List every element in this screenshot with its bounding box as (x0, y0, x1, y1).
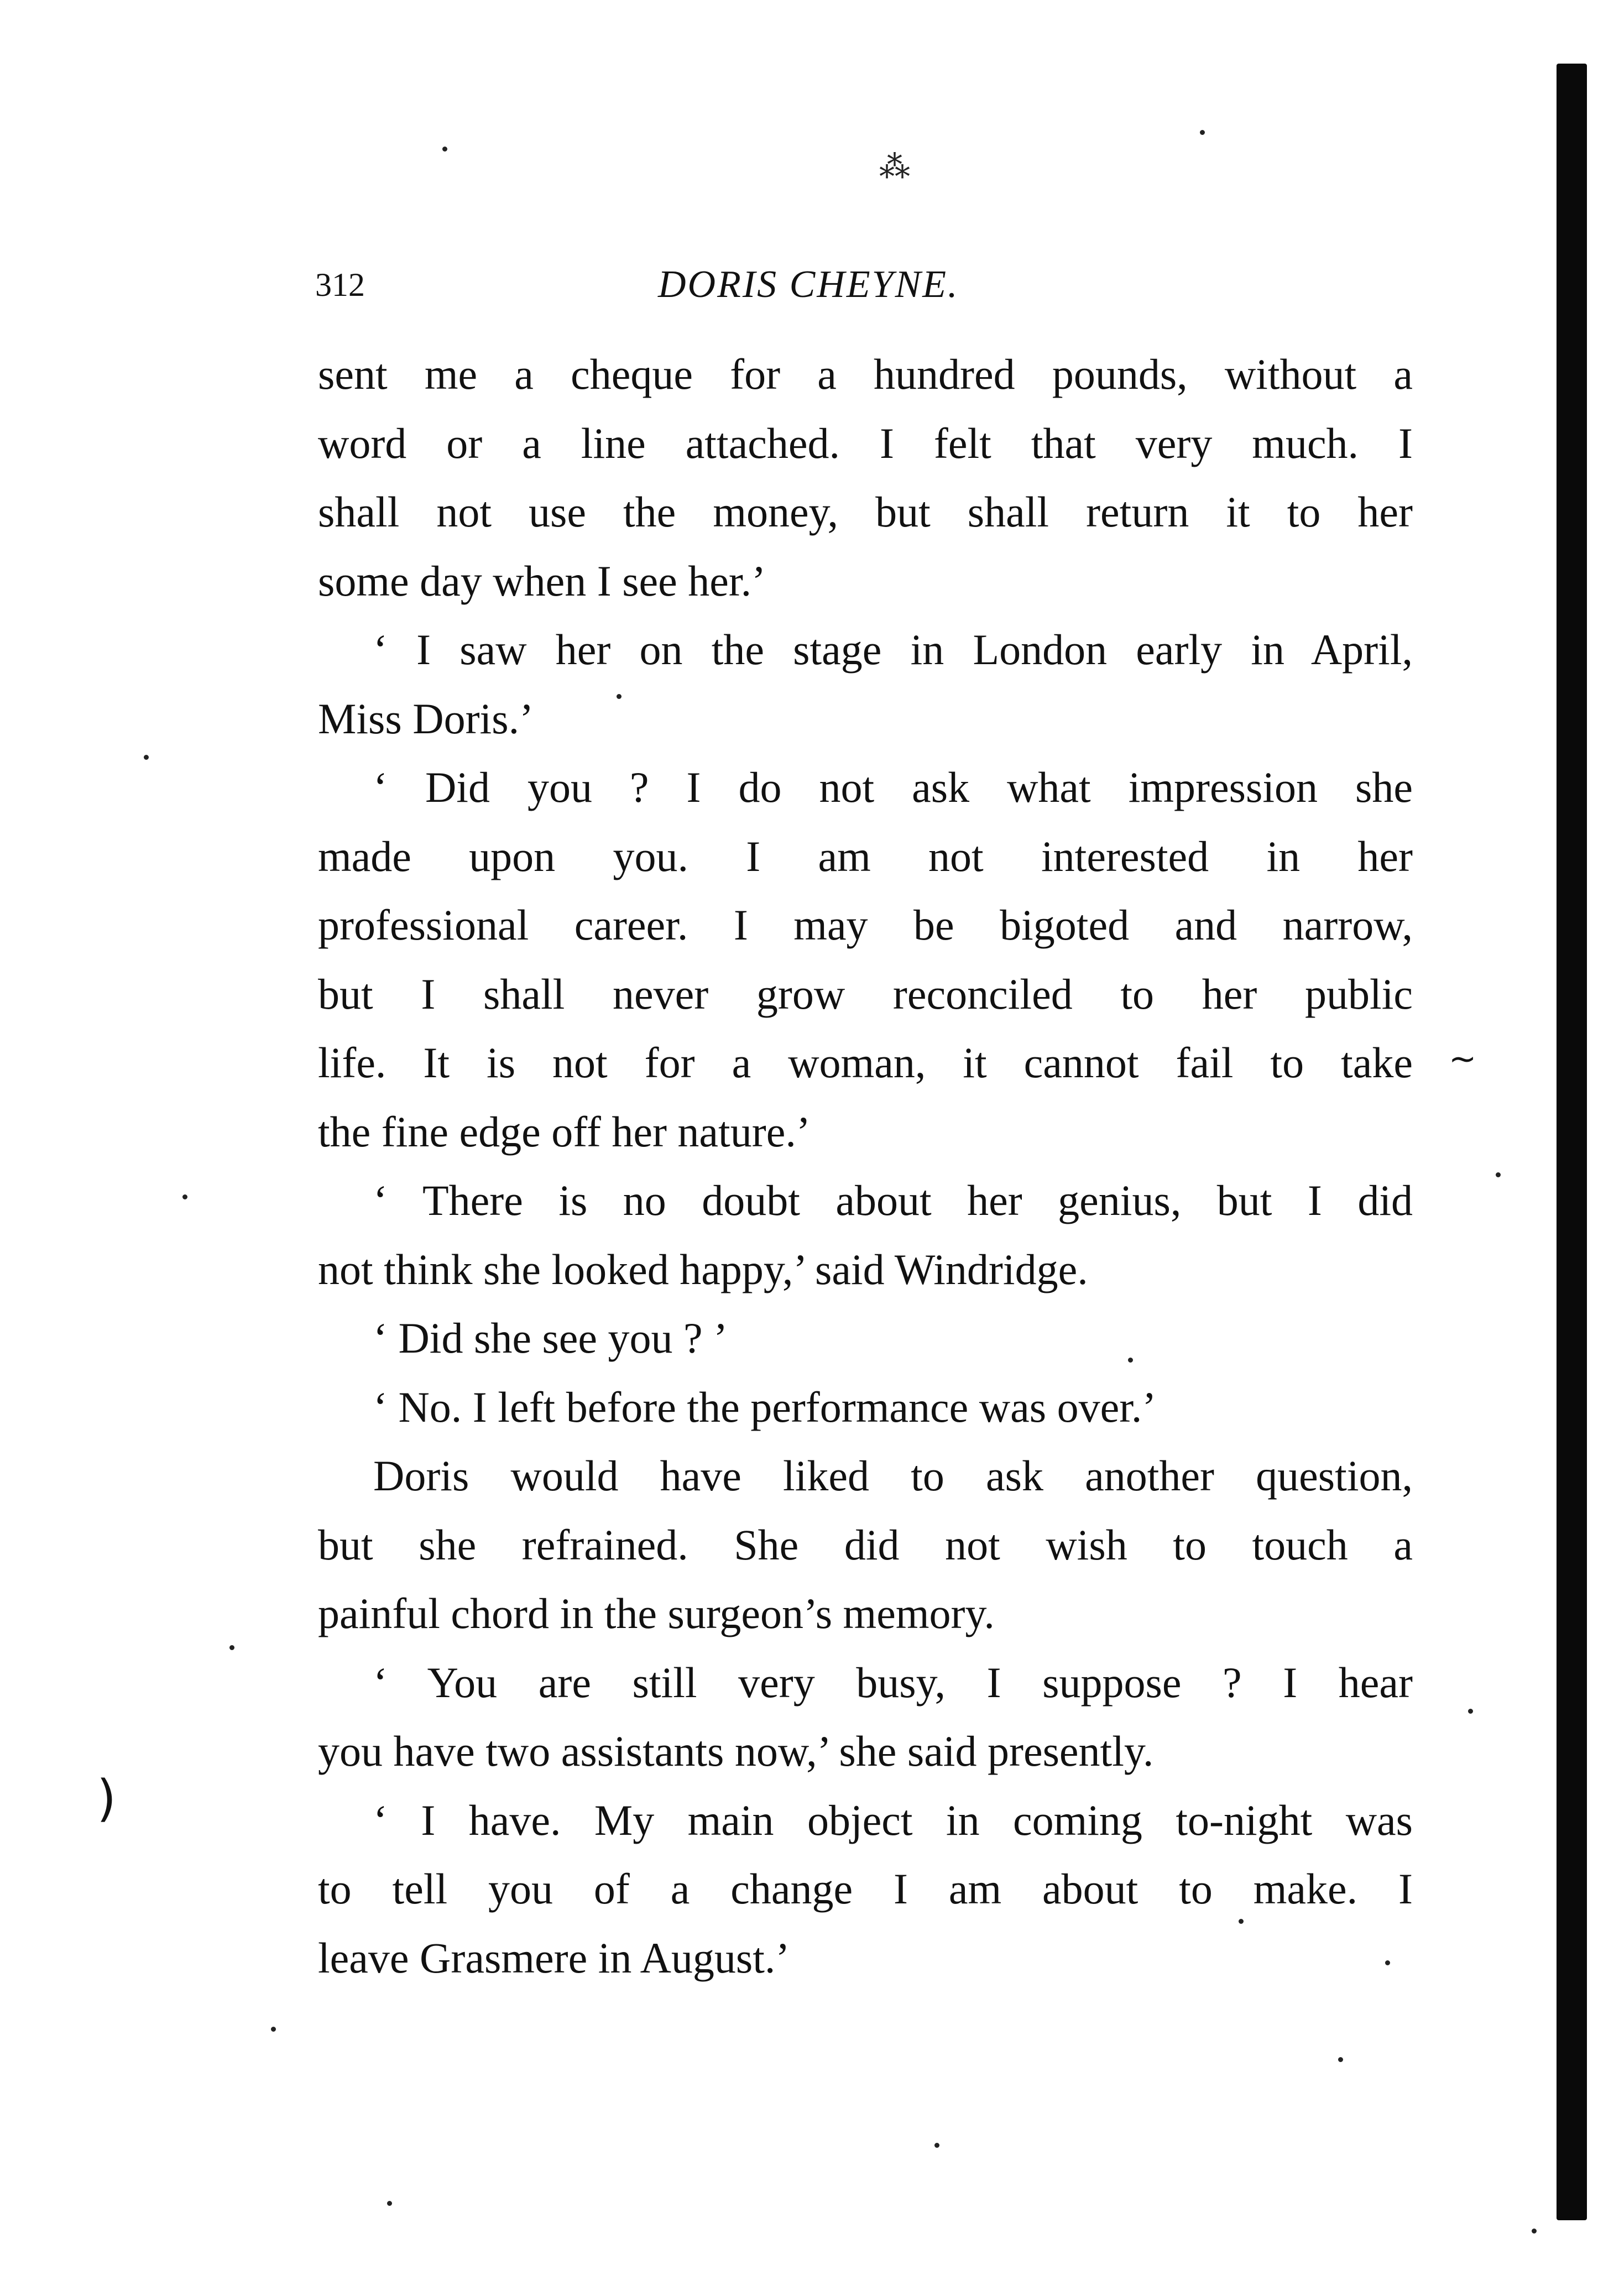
text-line: leave Grasmere in August.’ (318, 1933, 790, 1982)
speck (271, 2027, 276, 2032)
speck (1128, 1358, 1133, 1363)
speck (229, 1645, 234, 1650)
running-head (315, 260, 1388, 310)
speck (442, 147, 447, 152)
speck (617, 694, 622, 699)
text-line: ‘ You are still very busy, I suppose ? I hear (373, 1658, 1413, 1707)
margin-mark: ~ (1449, 1040, 1477, 1078)
text-line: painful chord in the surgeon’s memory. (318, 1589, 995, 1637)
speck (1385, 1960, 1390, 1965)
speck (182, 1194, 187, 1199)
text-line: ‘ No. I left before the performance was over.’ (373, 1382, 1157, 1431)
text-line: not think she looked happy,’ said Windridge. (318, 1245, 1088, 1293)
speck (1239, 1919, 1244, 1924)
text-line: you have two assistants now,’ she said presently. (318, 1727, 1154, 1775)
text-line: professional career. I may be bigoted and narrow, (318, 901, 1413, 949)
text-line: the fine edge off her nature.’ (318, 1107, 811, 1156)
text-line: ‘ Did you ? I do not ask what impression she (373, 763, 1413, 811)
text-line: to tell you of a change I am about to make. I (318, 1865, 1413, 1913)
body-text (318, 340, 1413, 1992)
text-line: but she refrained. She did not wish to touch a (318, 1520, 1413, 1569)
binding-edge-shadow (1557, 64, 1587, 2220)
speck (387, 2201, 392, 2206)
text-line: Doris would have liked to ask another question, (373, 1452, 1413, 1500)
speck (1468, 1709, 1473, 1714)
text-line: but I shall never grow reconciled to her public (318, 969, 1413, 1018)
speck (144, 755, 149, 760)
text-line: ‘ There is no doubt about her genius, but I did (373, 1176, 1413, 1224)
speck (934, 2143, 939, 2148)
text-line: some day when I see her.’ (318, 556, 766, 605)
page-number: 312 (315, 267, 365, 303)
text-line: ‘ I have. My main object in coming to-night was (373, 1796, 1413, 1844)
text-line: ‘ Did she see you ? ’ (373, 1314, 728, 1362)
text-line: made upon you. I am not interested in her (318, 832, 1413, 880)
text-line: life. It is not for a woman, it cannot fail to take (318, 1039, 1413, 1087)
text-line: word or a line attached. I felt that very much. I (318, 419, 1413, 467)
text-line: shall not use the money, but shall return it to her (318, 488, 1413, 536)
speck (1338, 2057, 1343, 2062)
running-title: DORIS CHEYNE. (658, 263, 959, 306)
margin-mark: ) (97, 1770, 117, 1828)
ornament-mark: ⁂ (879, 149, 910, 185)
speck (1200, 130, 1205, 135)
text-line: sent me a cheque for a hundred pounds, without a (318, 350, 1413, 398)
speck (1496, 1172, 1501, 1177)
text-line: Miss Doris.’ (318, 694, 534, 743)
speck (1532, 2229, 1537, 2234)
text-line: ‘ I saw her on the stage in London early in April, (373, 625, 1413, 674)
